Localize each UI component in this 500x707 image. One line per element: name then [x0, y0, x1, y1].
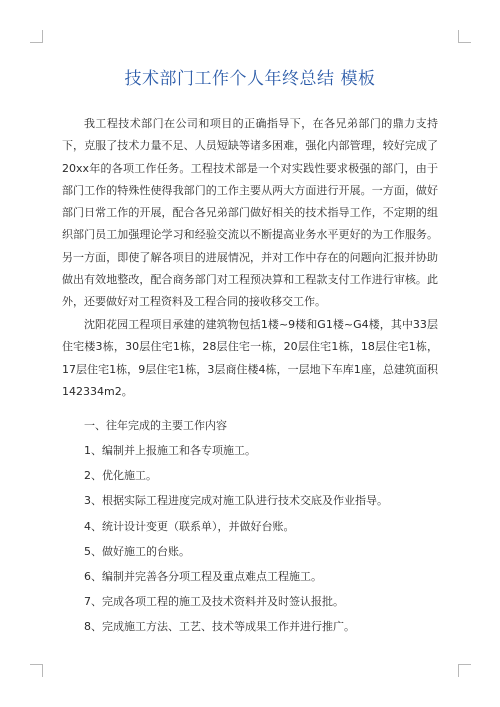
list-item: 6、编制并完善各分项工程及重点难点工程施工。: [84, 569, 322, 583]
crop-mark-bottom-right: [458, 664, 471, 677]
list-item: 5、做好施工的台账。: [84, 544, 190, 558]
crop-mark-top-left: [30, 30, 43, 43]
list-item: 3、根据实际工程进度完成对施工队进行技术交底及作业指导。: [84, 494, 388, 508]
document-title: 技术部门工作个人年终总结 模板: [124, 69, 376, 89]
list-item: 2、优化施工。: [84, 469, 157, 483]
paragraph-intro: 我工程技术部门在公司和项目的正确指导下，在各兄弟部门的鼎力支持下，克服了技术力量不足、人员短缺等诸多困难，强化内部管理，较好完成了20xx年的各项工作任务。工程技术部是一个对实践性要求极强的部门，由于部门工作的特殊性使得我部门的工作主要从两大方面进行开展。一方面，做好部门日常工作的开展，配合各兄弟部门做好相关的技术指导工作，不定期的组织部门员工加强理论学习和经验交流以不断提高业务水平更好的为工作服务。另一方面，即使了解各项目的进展情况，并对工作中存在的问题向汇报并协助做出有效地整改，配合商务部门对工程预决算和工程款支付工作进行审核。此外，还要做好对工程资料及工程合同的接收移交工作。: [62, 117, 438, 309]
document-body: [62, 113, 438, 644]
section-heading: 一、往年完成的主要工作内容: [84, 419, 227, 432]
paragraph-project: 沈阳花园工程项目承建的建筑物包括1楼~9楼和G1楼~G4楼，其中33层住宅楼3栋，30层住宅1栋，28层住宅一栋，20层住宅1栋，18层住宅1栋，17层住宅1栋，9层住宅1栋，3层商住楼4栋，一层地下车库1座，总建筑面积142334m2。: [62, 318, 438, 398]
list-item: 8、完成施工方法、工艺、技术等成果工作并进行推广。: [84, 620, 355, 634]
list-item: 4、统计设计变更（联系单），并做好台账。: [84, 519, 295, 533]
crop-mark-bottom-left: [30, 664, 43, 677]
crop-mark-top-right: [458, 30, 471, 43]
list-item: 7、完成各项工程的施工及技术资料并及时签认报批。: [84, 595, 344, 609]
work-list: [62, 442, 438, 644]
list-item: 1、编制并上报施工和各专项施工。: [84, 444, 256, 457]
